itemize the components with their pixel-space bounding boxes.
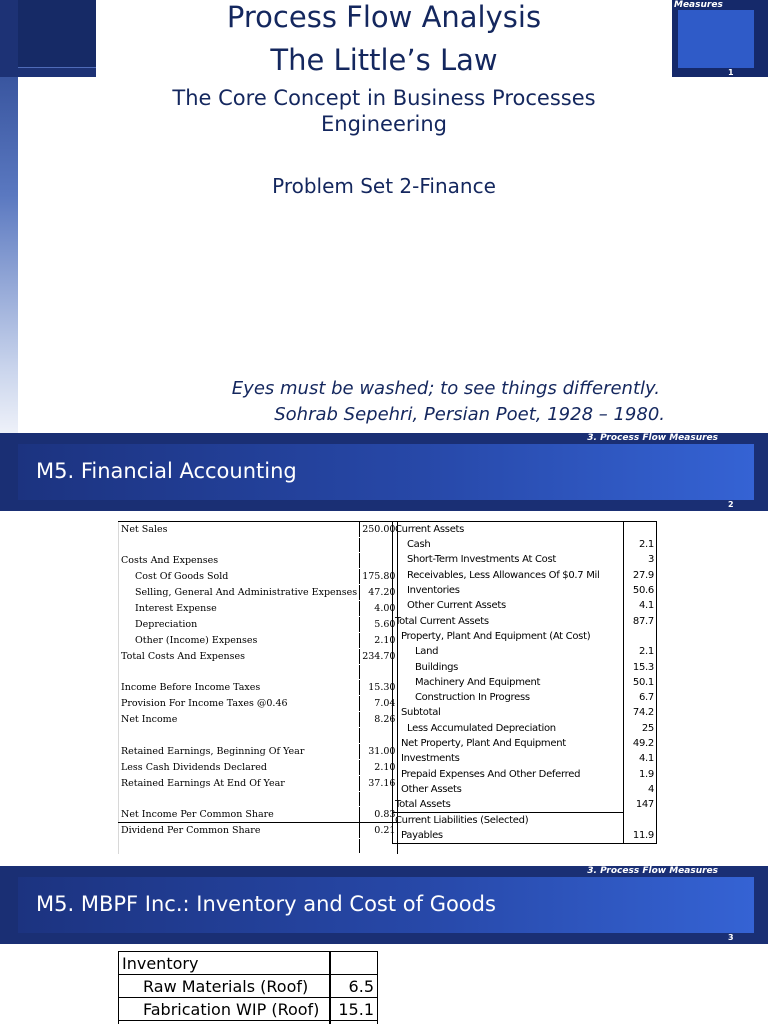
slide-header-label: 3. Process Flow Measures [587,433,718,443]
slide-page-number: 3 [728,933,734,942]
balance-row [393,797,657,813]
top-right-decor-box [678,10,754,68]
row-value: 87.7 [624,613,657,628]
top-left-decor-inner [18,0,96,68]
slide-header-label: 3. Process Flow Measures [587,866,718,876]
income-row [119,791,398,806]
income-row [119,665,398,680]
balance-row [393,813,657,829]
row-label: Receivables, Less Allowances Of $0.7 Mil [393,568,624,583]
row-label: Other Assets [393,782,624,797]
row-value: 4.1 [624,751,657,766]
row-label: Income Before Income Taxes [119,680,360,696]
income-statement-table [118,521,398,854]
row-value: 31.00 [360,743,398,759]
row-value: 11.9 [624,828,657,844]
balance-row [393,598,657,613]
row-value: 2.1 [624,644,657,659]
row-label: Total Current Assets [393,613,624,628]
balance-row [393,736,657,751]
balance-row [393,828,657,844]
row-label: Subtotal [393,705,624,720]
row-value: 15.3 [624,659,657,674]
income-row [119,633,398,649]
balance-row [393,705,657,720]
balance-row [393,644,657,659]
row-value: 47.20 [360,585,398,601]
row-value: 147 [624,797,657,813]
slide-title-line-1: Process Flow Analysis [226,0,542,34]
row-value: 4 [624,782,657,797]
row-value: 50.1 [624,675,657,690]
row-label: Interest Expense [119,601,360,617]
row-label: Less Accumulated Depreciation [393,721,624,736]
slide-title: M5. Financial Accounting [36,459,297,483]
balance-row [393,613,657,628]
row-value [624,629,657,644]
row-label: Fabrication WIP (Roof) [119,998,330,1021]
row-value: 37.16 [360,775,398,791]
row-label: Net Property, Plant And Equipment [393,736,624,751]
slide-header-label: Measures [674,0,723,10]
row-value: 234.70 [360,649,398,665]
row-value: 25 [624,721,657,736]
balance-row [393,675,657,690]
row-label: Land [393,644,624,659]
row-label: Other (Income) Expenses [119,633,360,649]
row-label: Dividend Per Common Share [119,822,360,838]
row-label: Inventory [119,952,330,975]
inventory-row [119,952,378,975]
slide-3-header [0,866,768,944]
balance-row [393,659,657,674]
top-left-decor-block [0,0,96,77]
balance-row [393,522,657,538]
slide-page-number: 1 [728,68,734,77]
row-label: Current Liabilities (Selected) [393,813,624,829]
row-value: 49.2 [624,736,657,751]
balance-row [393,552,657,567]
row-label: Buildings [393,659,624,674]
row-value [624,813,657,829]
income-row [119,775,398,791]
slide-1 [0,0,768,433]
row-value [624,522,657,538]
row-label: Total Costs And Expenses [119,649,360,665]
row-value: 4.00 [360,601,398,617]
row-value [330,1021,378,1024]
income-row [119,601,398,617]
row-value: 0.83 [360,806,398,822]
balance-row [393,690,657,705]
row-value: 50.6 [624,583,657,598]
balance-row [393,568,657,583]
row-label [119,838,360,853]
quote-line-2: Sohrab Sepehri, Persian Poet, 1928 – 1980. [274,404,665,425]
income-row [119,696,398,712]
row-label: Retained Earnings At End Of Year [119,775,360,791]
balance-row [393,721,657,736]
row-value: 2.10 [360,633,398,649]
balance-row [393,583,657,598]
income-row [119,728,398,743]
income-row [119,538,398,553]
row-value: 5.60 [360,617,398,633]
income-row [119,617,398,633]
slide-title-line-2: The Little’s Law [270,43,498,77]
row-value: 175.80 [360,569,398,585]
balance-row [393,766,657,781]
row-value: 74.2 [624,705,657,720]
slide-title: M5. MBPF Inc.: Inventory and Cost of Goods [36,892,496,916]
row-label: Prepaid Expenses And Other Deferred [393,766,624,781]
income-row [119,585,398,601]
income-row [119,759,398,775]
row-label: Investments [393,751,624,766]
row-value: 1.9 [624,766,657,781]
inventory-row [119,975,378,998]
income-row [119,712,398,728]
row-label: Other Current Assets [393,598,624,613]
row-label: Cost Of Goods Sold [119,569,360,585]
row-label: Short-Term Investments At Cost [393,552,624,567]
row-label: Payables [393,828,624,844]
row-label: Raw Materials (Roof) [119,975,330,998]
income-row [119,743,398,759]
row-label [119,1021,330,1024]
income-row [119,569,398,585]
balance-row [393,751,657,766]
row-value: 3 [624,552,657,567]
row-value [330,952,378,975]
income-row [119,649,398,665]
row-value: 27.9 [624,568,657,583]
row-label: Current Assets [393,522,624,538]
row-label [119,665,360,680]
inventory-table [118,951,378,1024]
slide-subtitle: The Core Concept in Business Processes Engineering [172,86,596,136]
row-label [119,791,360,806]
problem-set-label: Problem Set 2-Finance [272,174,496,198]
row-label: Provision For Income Taxes @0.46 [119,696,360,712]
row-value: 6.7 [624,690,657,705]
quote-line-1: Eyes must be washed; to see things differently. [231,378,660,399]
row-label [119,728,360,743]
row-value: 250.00 [360,522,398,538]
balance-row [393,782,657,797]
row-label: Net Income Per Common Share [119,806,360,822]
income-row [119,822,398,838]
balance-sheet-table [392,521,657,844]
inventory-row [119,1021,378,1024]
row-value: 2.1 [624,537,657,552]
row-label: Selling, General And Administrative Expenses [119,585,360,601]
row-value: 4.1 [624,598,657,613]
income-row [119,680,398,696]
row-value: 15.30 [360,680,398,696]
income-row [119,553,398,569]
slide-page-number: 2 [728,500,734,509]
row-label: Inventories [393,583,624,598]
row-label: Construction In Progress [393,690,624,705]
row-label: Net Income [119,712,360,728]
income-row [119,522,398,538]
row-label: Retained Earnings, Beginning Of Year [119,743,360,759]
row-label: Costs And Expenses [119,553,360,569]
income-row [119,806,398,822]
row-value: 8.26 [360,712,398,728]
row-label: Property, Plant And Equipment (At Cost) [393,629,624,644]
row-label: Cash [393,537,624,552]
income-row [119,838,398,853]
inventory-row [119,998,378,1021]
row-label: Less Cash Dividends Declared [119,759,360,775]
balance-row [393,629,657,644]
row-value: 2.10 [360,759,398,775]
row-label: Depreciation [119,617,360,633]
row-label: Machinery And Equipment [393,675,624,690]
slide-2-header [0,433,768,511]
row-value: 0.21 [360,822,398,838]
row-label: Total Assets [393,797,624,813]
row-label [119,538,360,553]
row-label: Net Sales [119,522,360,538]
row-value: 6.5 [330,975,378,998]
row-value: 7.04 [360,696,398,712]
row-value: 15.1 [330,998,378,1021]
balance-row [393,537,657,552]
